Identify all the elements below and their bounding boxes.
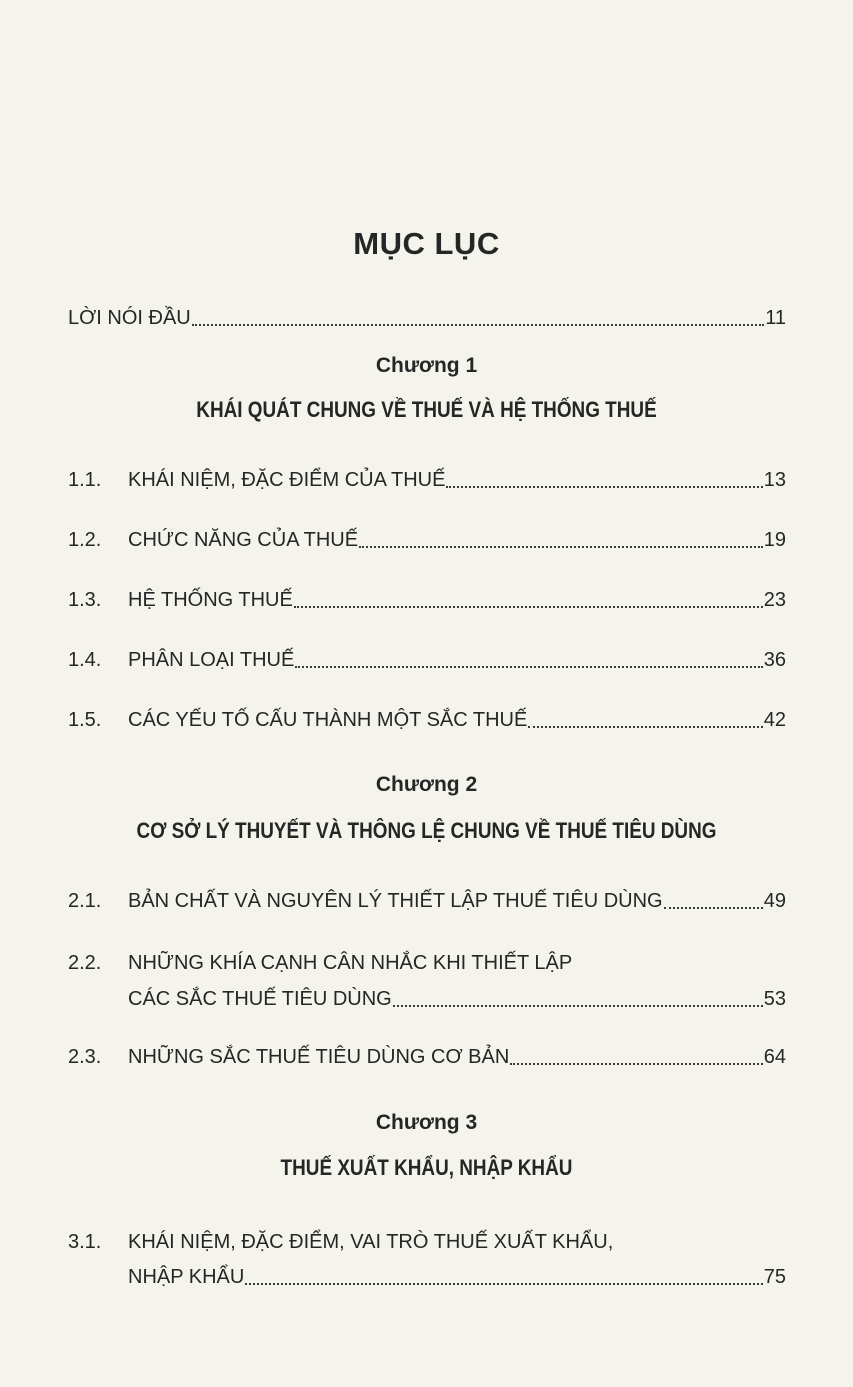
dot-leader	[510, 1062, 762, 1065]
entry-label: BẢN CHẤT VÀ NGUYÊN LÝ THIẾT LẬP THUẾ TIÊU DÙNG	[128, 890, 663, 912]
page-number: 23	[763, 589, 786, 611]
entry-label: NHỮNG SẮC THUẾ TIÊU DÙNG CƠ BẢN	[128, 1046, 510, 1068]
entry-label: HỆ THỐNG THUẾ	[128, 589, 293, 611]
dot-leader	[245, 1282, 762, 1285]
chapter-number: Chương 1	[375, 354, 478, 377]
section-number: 2.1.	[68, 890, 102, 912]
chapter-title: CƠ SỞ LÝ THUYẾT VÀ THÔNG LỆ CHUNG VỀ THUẾ TIÊU DÙNG	[136, 818, 717, 843]
section-number: 1.5.	[68, 709, 102, 731]
dot-leader	[359, 545, 763, 548]
section-number: 1.2.	[68, 529, 102, 551]
page-number: 36	[763, 649, 786, 671]
entry-label: CHỨC NĂNG CỦA THUẾ	[128, 529, 359, 551]
section-number: 2.2.	[68, 952, 102, 974]
section-number: 1.3.	[68, 589, 102, 611]
entry-label: NHẬP KHẨU	[128, 1266, 245, 1288]
dot-leader	[294, 605, 763, 608]
page-number: 19	[763, 529, 786, 551]
page-number: 49	[763, 890, 786, 912]
entry-label-line1: KHÁI NIỆM, ĐẶC ĐIỂM, VAI TRÒ THUẾ XUẤT KHẨU,	[128, 1231, 614, 1253]
entry-label: PHÂN LOẠI THUẾ	[128, 649, 295, 671]
chapter-number: Chương 2	[375, 773, 478, 796]
dot-leader	[295, 665, 762, 668]
entry-label-line1: NHỮNG KHÍA CẠNH CÂN NHẮC KHI THIẾT LẬP	[128, 952, 573, 974]
entry-label: LỜI NÓI ĐẦU	[68, 307, 191, 329]
entry-label: KHÁI NIỆM, ĐẶC ĐIỂM CỦA THUẾ	[128, 469, 446, 491]
dot-leader	[528, 725, 762, 728]
section-number: 2.3.	[68, 1046, 102, 1068]
chapter-title: THUẾ XUẤT KHẨU, NHẬP KHẨU	[280, 1155, 573, 1180]
section-number: 3.1.	[68, 1231, 102, 1253]
section-number: 1.4.	[68, 649, 102, 671]
dot-leader	[393, 1004, 763, 1007]
page-number: 64	[763, 1046, 786, 1068]
dot-leader	[192, 323, 765, 326]
dot-leader	[446, 485, 762, 488]
page-number: 75	[763, 1266, 786, 1288]
dot-leader	[664, 906, 763, 909]
page-title: MỤC LỤC	[353, 226, 500, 261]
section-number: 1.1.	[68, 469, 102, 491]
page-number: 42	[763, 709, 786, 731]
page-number: 13	[763, 469, 786, 491]
page-number: 53	[763, 988, 786, 1010]
chapter-title: KHÁI QUÁT CHUNG VỀ THUẾ VÀ HỆ THỐNG THUẾ	[196, 397, 657, 422]
entry-label: CÁC YẾU TỐ CẤU THÀNH MỘT SẮC THUẾ	[128, 709, 528, 731]
chapter-number: Chương 3	[375, 1111, 478, 1134]
entry-label: CÁC SẮC THUẾ TIÊU DÙNG	[128, 988, 392, 1010]
page-number: 11	[765, 307, 786, 329]
